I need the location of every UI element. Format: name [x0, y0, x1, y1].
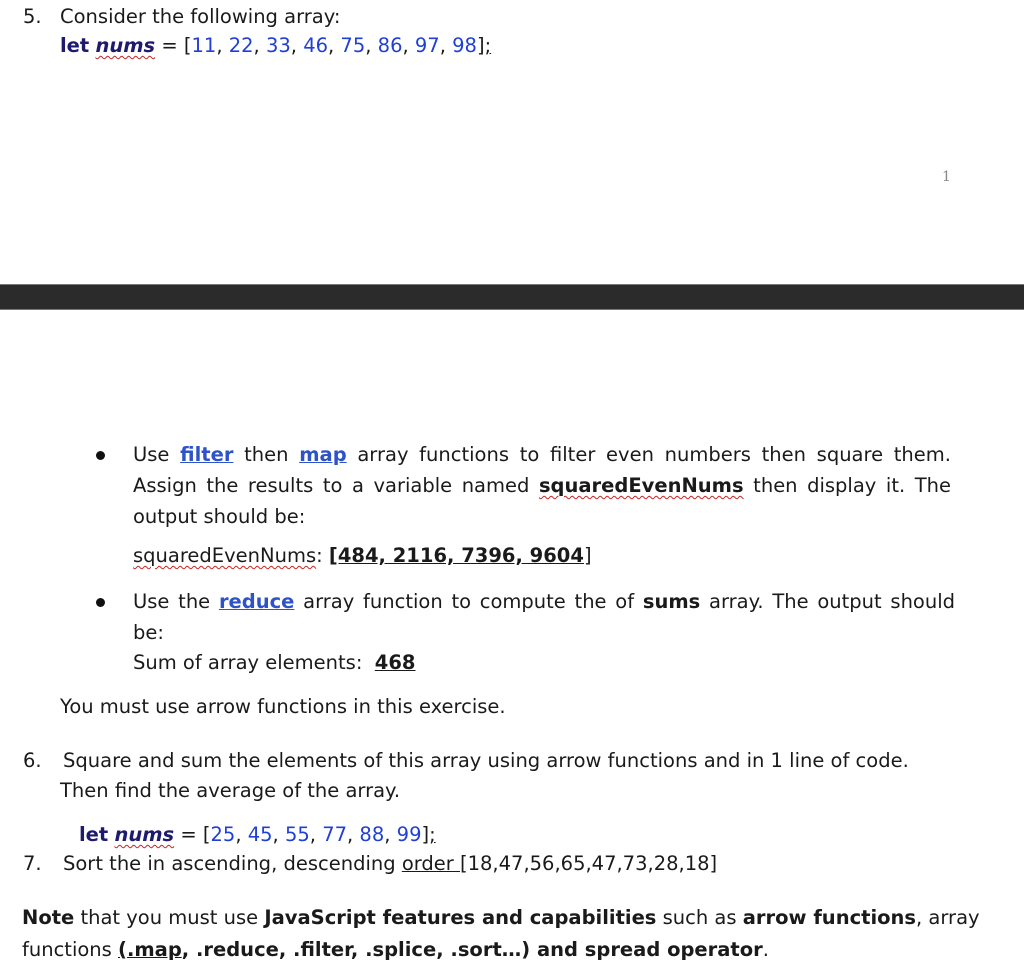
array-value: 97 [414, 34, 440, 57]
q6-number: 6. [23, 749, 42, 772]
keyword-let: let [79, 823, 109, 846]
text: that you must use [74, 906, 265, 929]
text: then [233, 443, 300, 466]
semicolon: ; [429, 823, 436, 846]
text: , .reduce, .filter, .splice, .sort…) and spread operator [181, 938, 763, 961]
text: array function to compute the of [294, 590, 643, 613]
bullet-2-marker [96, 598, 105, 607]
order-word: order [401, 852, 461, 875]
array-close: ] [421, 823, 430, 846]
array-value: 88 [359, 823, 385, 846]
array-value: 46 [303, 34, 329, 57]
q5-heading: Consider the following array: [60, 5, 341, 28]
bullet-1-output [133, 541, 592, 571]
text: array. The output should be: [133, 590, 956, 644]
text: Use the [133, 590, 219, 613]
q5-code-line: let nums = [11, 22, 33, 46, 75, 86, 97, 98]; [60, 34, 492, 57]
array-value: 99 [396, 823, 422, 846]
q6-code-line: let nums = [25, 45, 55, 77, 88, 99]; [79, 823, 436, 846]
semicolon: ; [484, 34, 492, 57]
bullet-1-marker [96, 451, 105, 460]
text: then display it. The output should be: [133, 474, 951, 528]
bullet-2-output [133, 648, 416, 678]
page-break-divider [0, 284, 1024, 310]
array-value: 55 [284, 823, 310, 846]
text: JavaScript features and capabilities [264, 906, 657, 929]
bullet-2-text [133, 586, 955, 648]
q7-number: 7. [23, 852, 42, 875]
text: array functions to filter even numbers then square them. Assign the results to a variable named [133, 443, 951, 497]
filter-link[interactable]: filter [180, 443, 234, 466]
bullet-1-text [133, 439, 951, 532]
keyword-let: let [60, 34, 90, 57]
page-number: 1 [942, 169, 951, 185]
q6-line-2: Then find the average of the array. [60, 779, 401, 802]
text: functions [22, 938, 119, 961]
text: Use [133, 443, 181, 466]
q7-text [63, 849, 717, 879]
text: . [762, 938, 769, 961]
reduce-link[interactable]: reduce [218, 590, 295, 613]
text: arrow functions [742, 906, 917, 929]
arrow-functions-note: You must use arrow functions in this exercise. [60, 695, 506, 718]
array-value: 11 [191, 34, 217, 57]
q6-line-1: Square and sum the elements of this array using arrow functions and in 1 line of code. [63, 749, 909, 772]
q5-number: 5. [23, 5, 42, 28]
note-line-1 [22, 903, 980, 933]
text: : [316, 544, 329, 567]
squared-even-nums-var: squaredEvenNums [538, 474, 744, 497]
array-value: 45 [247, 823, 273, 846]
output-label: squaredEvenNums [133, 544, 317, 567]
array-value: 25 [210, 823, 236, 846]
array-value: 33 [265, 34, 291, 57]
text: ( [118, 938, 127, 961]
sums-word: sums [642, 590, 701, 613]
note-line-2 [22, 935, 769, 965]
text: ] [583, 544, 592, 567]
sum-label: Sum of array elements: [133, 651, 375, 674]
array-close: ] [476, 34, 485, 57]
array-value: 86 [377, 34, 403, 57]
note-label: Note [22, 906, 75, 929]
text: such as [656, 906, 743, 929]
sum-value: 468 [374, 651, 416, 674]
text: Sort the in ascending, descending [63, 852, 402, 875]
array-value: 77 [322, 823, 348, 846]
text: .map [126, 938, 182, 961]
array-value: 22 [228, 34, 254, 57]
array-open: = [ [174, 823, 211, 846]
output-value: [484, 2116, 7396, 9604 [328, 544, 584, 567]
map-link[interactable]: map [299, 443, 347, 466]
array-open: = [ [155, 34, 192, 57]
array-value: 98 [452, 34, 477, 57]
variable-nums: nums [114, 823, 175, 846]
variable-nums: nums [95, 34, 156, 57]
array-value: 75 [340, 34, 366, 57]
sort-array: [18,47,56,65,47,73,28,18] [460, 852, 718, 875]
text: , array [916, 906, 980, 929]
